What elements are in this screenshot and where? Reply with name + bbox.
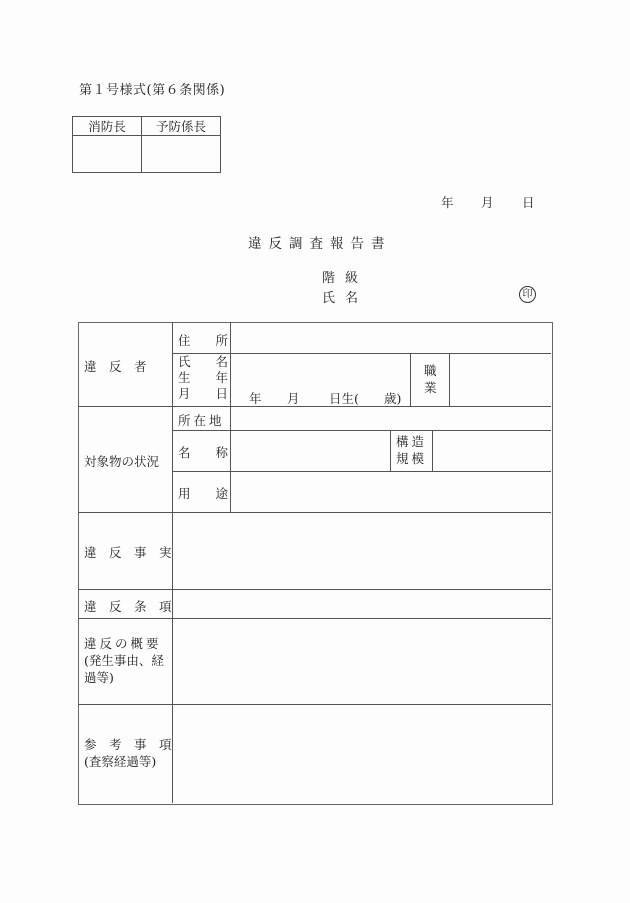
location-field[interactable] [231,407,550,430]
object-status-label: 対象物の状況 [84,454,160,469]
report-form-table [78,322,552,804]
divider [410,353,411,406]
object-name-field[interactable] [231,431,390,471]
usage-field[interactable] [231,472,550,512]
approval-stamp-prevention-chief[interactable] [142,136,221,173]
structure-scale-label: 構造 規模 [396,434,428,466]
address-label: 住 所 [178,333,229,348]
approval-stamp-fire-chief[interactable] [73,136,142,173]
birth-day-label: 日生( [329,391,359,406]
reference-notes-field[interactable] [173,705,550,802]
age-label: 歳) [384,391,402,406]
birth-month-label: 月 [287,391,300,406]
reference-notes-label: 参 考 事 項 (査察経過等) [84,737,172,769]
date-year-label: 年 [441,195,454,210]
reporter-name-label: 氏名 [322,291,369,306]
seal-icon: 印 [519,286,536,303]
name-birth-label: 氏 名 生 年 月 日 [178,354,229,401]
divider [390,430,391,471]
occupation-label: 職 業 [424,363,437,395]
birth-year-label: 年 [249,391,262,406]
violator-label: 違 反 者 [84,359,147,374]
location-label: 所在地 [178,413,225,428]
approval-header-fire-chief: 消防長 [73,117,142,136]
violation-articles-field[interactable] [173,590,550,618]
date-month-label: 月 [481,195,494,210]
violation-facts-field[interactable] [173,513,550,589]
occupation-field[interactable] [450,354,550,406]
violation-summary-field[interactable] [173,619,550,704]
approval-header-prevention-chief: 予防係長 [142,117,221,136]
form-number: 第１号様式(第６条関係) [79,83,226,98]
violation-articles-label: 違 反 条 項 [84,599,172,614]
structure-scale-field[interactable] [433,431,550,471]
violation-facts-label: 違 反 事 実 [84,545,172,560]
date-day-label: 日 [522,195,535,210]
reporter-rank-label: 階級 [322,271,369,286]
document-title: 違反調査報告書 [248,236,392,252]
object-name-label: 名 称 [178,445,229,460]
approval-table [72,116,221,173]
violation-summary-label: 違反の概要 (発生事由、経 過等) [84,636,164,685]
usage-label: 用 途 [178,486,229,501]
address-field[interactable] [231,323,550,353]
